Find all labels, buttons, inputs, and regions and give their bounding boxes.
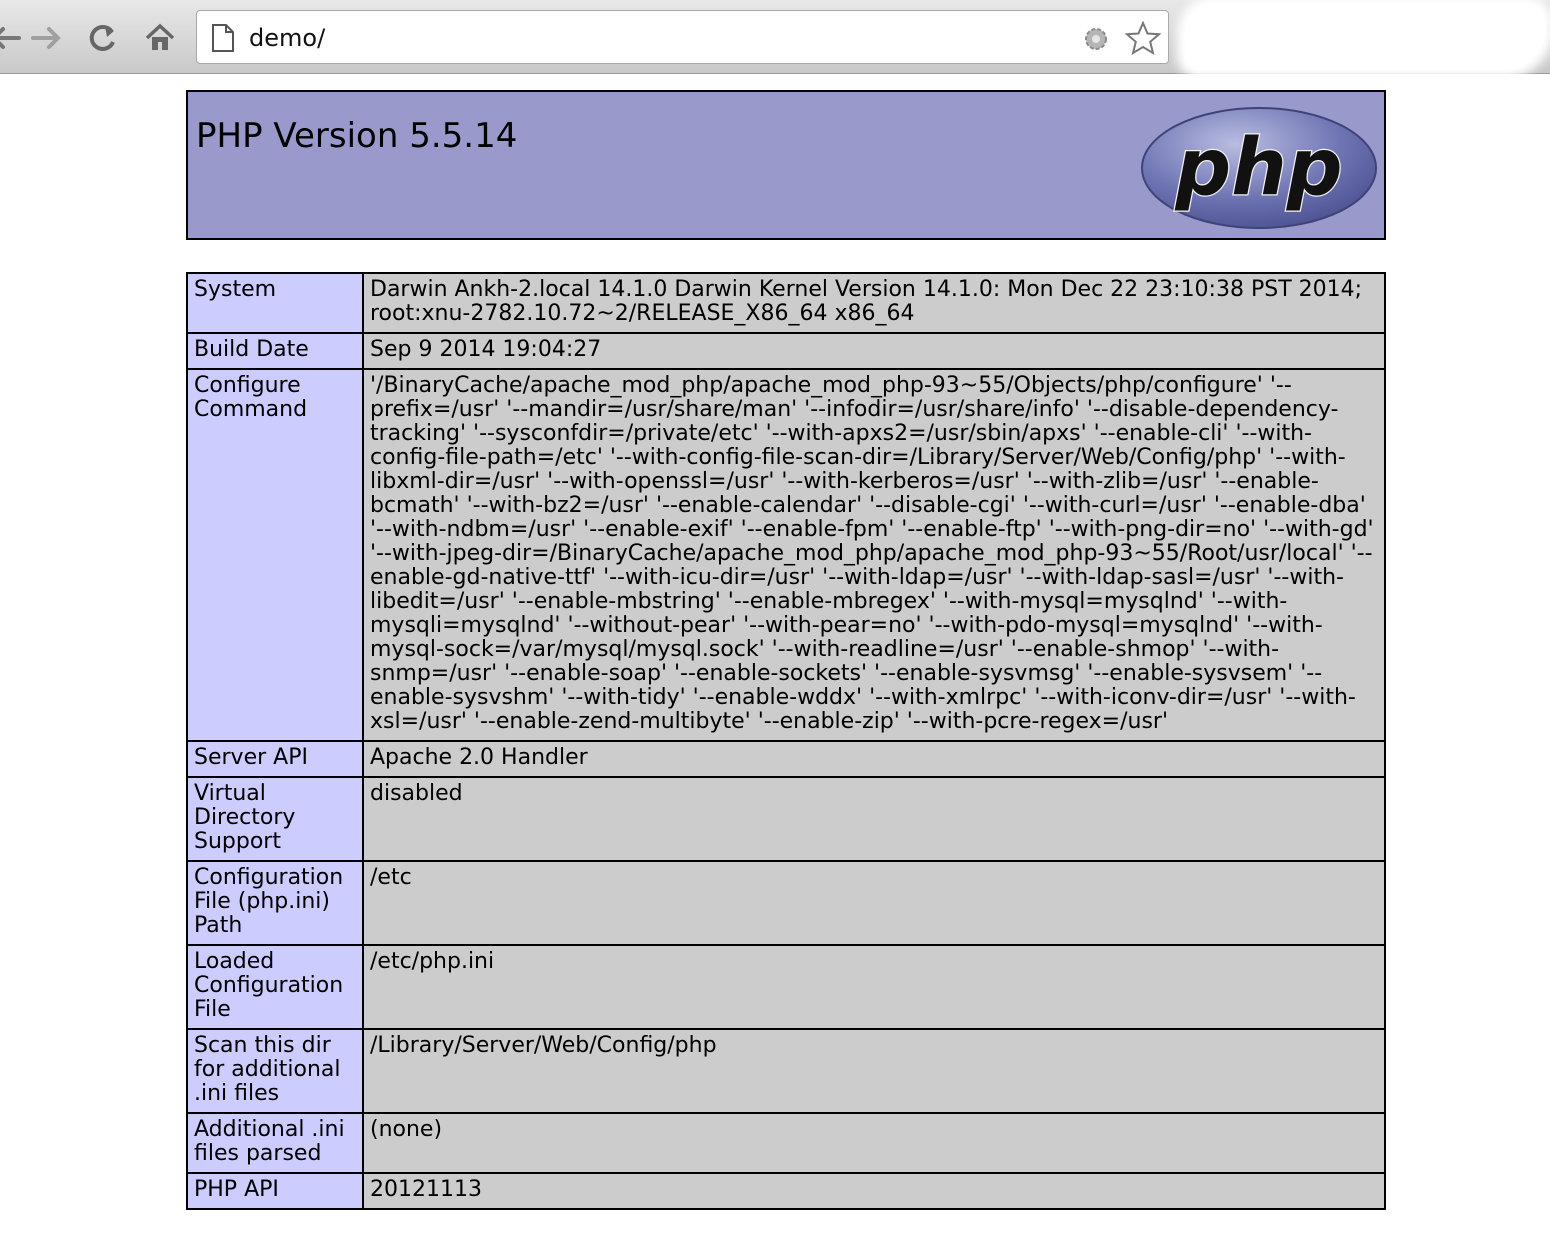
row-value: Darwin Ankh-2.local 14.1.0 Darwin Kernel Version 14.1.0: Mon Dec 22 23:10:38 PST 2014; root:xnu-2782.10.72~2/RELEASE_X86_64 x86_64 [363, 273, 1385, 333]
redacted-area [1185, 4, 1545, 70]
php-version-header [186, 90, 1386, 240]
table-row [187, 1029, 1385, 1113]
row-value: 20121113 [363, 1173, 1385, 1209]
browser-toolbar [0, 0, 1550, 74]
table-row [187, 1113, 1385, 1173]
row-key: Configuration File (php.ini) Path [187, 861, 363, 945]
phpinfo-table [186, 272, 1386, 1210]
back-arrow-icon [0, 23, 23, 53]
phpinfo-page [186, 90, 1386, 1210]
row-key: PHP API [187, 1173, 363, 1209]
table-row [187, 741, 1385, 777]
row-key: System [187, 273, 363, 333]
table-row [187, 369, 1385, 741]
row-key: Build Date [187, 333, 363, 369]
page-icon [211, 23, 235, 53]
forward-arrow-icon [29, 23, 63, 53]
row-key: Configure Command [187, 369, 363, 741]
row-value: Sep 9 2014 19:04:27 [363, 333, 1385, 369]
row-key: Additional .ini files parsed [187, 1113, 363, 1173]
reload-button[interactable] [82, 18, 122, 58]
row-value: '/BinaryCache/apache_mod_php/apache_mod_php-93~55/Objects/php/configure' '--prefix=/usr' '--mandir=/usr/share/man' '--infodir=/usr/share/info' '--disable-dependency-tracking' '--sysconfdir=/private/etc' '--with-apxs2=/usr/sbin/apxs' '--enable-cli' '--with-config-file-path=/etc' '--with-config-file-scan-dir=/Library/Server/Web/Config/php' '--with-libxml-dir=/usr' '--with-openssl=/usr' '--with-kerberos=/usr' '--with-zlib=/usr' '--enable-bcmath' '--with-bz2=/usr' '--enable-calendar' '--disable-cgi' '--with-curl=/usr' '--enable-dba' '--with-ndbm=/usr' '--enable-exif' '--enable-fpm' '--enable-ftp' '--with-png-dir=no' '--with-gd' '--with-jpeg-dir=/BinaryCache/apache_mod_php/apache_mod_php-93~55/Root/usr/local' '--enable-gd-native-ttf' '--with-icu-dir=/usr' '--with-ldap=/usr' '--with-ldap-sasl=/usr' '--with-libedit=/usr' '--enable-mbstring' '--enable-mbregex' '--with-mysql=mysqlnd' '--with-mysqli=mysqlnd' '--without-pear' '--with-pear=no' '--with-pdo-mysql=mysqlnd' '--with-mysql-sock=/var/mysql/mysql.sock' '--with-readline=/usr' '--enable-shmop' '--with-snmp=/usr' '--enable-soap' '--enable-sockets' '--enable-sysvmsg' '--enable-sysvsem' '--enable-sysvshm' '--with-tidy' '--enable-wddx' '--with-xmlrpc' '--with-iconv-dir=/usr' '--with-xsl=/usr' '--enable-zend-multibyte' '--enable-zip' '--with-pcre-regex=/usr' [363, 369, 1385, 741]
address-bar[interactable] [196, 10, 1169, 64]
table-row [187, 777, 1385, 861]
reload-icon [86, 22, 118, 54]
table-row [187, 861, 1385, 945]
row-key: Scan this dir for additional .ini files [187, 1029, 363, 1113]
table-row [187, 1173, 1385, 1209]
url-text[interactable]: demo/ [249, 24, 326, 52]
page-title: PHP Version 5.5.14 [196, 116, 518, 156]
row-value: /etc [363, 861, 1385, 945]
home-icon [144, 22, 176, 54]
bookmark-star-icon[interactable] [1125, 21, 1161, 55]
back-button[interactable] [0, 18, 26, 58]
forward-button[interactable] [26, 18, 66, 58]
table-row [187, 333, 1385, 369]
row-value: /etc/php.ini [363, 945, 1385, 1029]
table-row [187, 273, 1385, 333]
row-value: disabled [363, 777, 1385, 861]
php-logo-icon[interactable] [1140, 106, 1378, 230]
home-button[interactable] [140, 18, 180, 58]
row-value: Apache 2.0 Handler [363, 741, 1385, 777]
table-row [187, 945, 1385, 1029]
row-key: Server API [187, 741, 363, 777]
row-key: Virtual Directory Support [187, 777, 363, 861]
row-value: (none) [363, 1113, 1385, 1173]
svg-text:php: php [1175, 123, 1343, 213]
row-value: /Library/Server/Web/Config/php [363, 1029, 1385, 1113]
row-key: Loaded Configuration File [187, 945, 363, 1029]
extension-gear-icon[interactable] [1079, 23, 1113, 55]
